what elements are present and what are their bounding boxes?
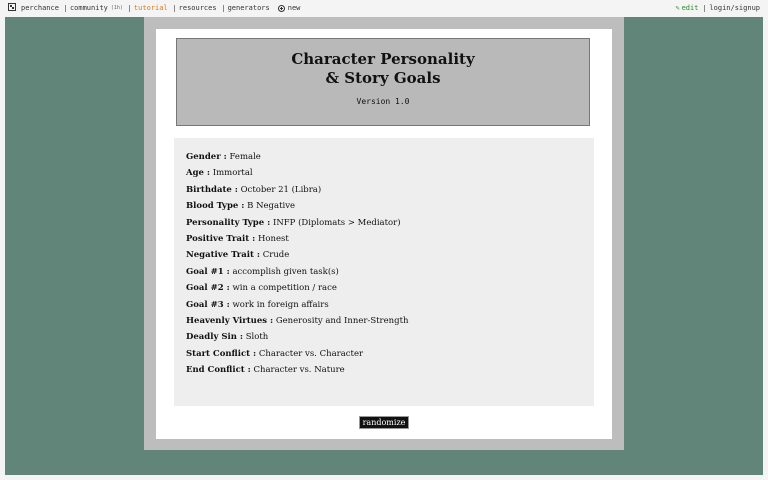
trait-label: Gender : xyxy=(186,152,227,162)
trait-goal-2 xyxy=(186,283,408,299)
login-label: login/signup xyxy=(709,4,760,12)
edit-link[interactable] xyxy=(675,4,698,12)
version-label: Version 1.0 xyxy=(356,97,410,106)
title-line-2: & Story Goals xyxy=(325,69,441,87)
dice-logo-icon xyxy=(8,3,16,11)
trait-label: Personality Type : xyxy=(186,217,271,228)
trait-label: Goal #1 : xyxy=(186,266,230,277)
plus-circle-icon xyxy=(278,5,285,12)
trait-value: win a competition / race xyxy=(232,283,337,294)
logo-label: perchance xyxy=(21,4,59,12)
trait-label: Heavenly Virtues : xyxy=(186,315,274,326)
trait-label: Age : xyxy=(186,168,211,179)
trait-value: B Negative xyxy=(247,201,296,212)
trait-blood-type xyxy=(186,201,408,217)
trait-positive xyxy=(186,234,408,250)
trait-label: Birthdate : xyxy=(186,184,238,195)
nav-separator-icon xyxy=(65,5,66,12)
nav-tutorial-label: tutorial xyxy=(133,4,168,12)
trait-gender xyxy=(186,152,408,168)
trait-label: Blood Type : xyxy=(186,201,245,212)
nav-community[interactable] xyxy=(59,4,123,12)
traits-box xyxy=(174,138,594,406)
trait-label: Deadly Sin : xyxy=(186,332,244,343)
trait-value: INFP (Diplomats > Mediator) xyxy=(272,217,401,228)
trait-goal-1 xyxy=(186,267,408,283)
trait-deadly-sin xyxy=(186,332,408,348)
trait-value: Crude xyxy=(262,250,290,261)
randomize-button[interactable]: randomize xyxy=(359,416,409,429)
trait-label: Negative Trait : xyxy=(186,250,261,261)
trait-goal-3 xyxy=(186,300,408,316)
edit-label: edit xyxy=(681,4,699,12)
top-nav-bar xyxy=(0,0,768,16)
account-links xyxy=(675,0,760,16)
nav-new-label: new xyxy=(287,4,301,12)
home-link[interactable] xyxy=(0,4,59,12)
nav-separator-icon xyxy=(129,5,130,12)
trait-value: Female xyxy=(229,152,261,162)
pencil-icon: ✎ xyxy=(675,4,680,12)
nav-tutorial[interactable] xyxy=(123,4,168,12)
community-count: (1h) xyxy=(110,5,123,11)
trait-value: accomplish given task(s) xyxy=(232,266,339,277)
trait-end-conflict xyxy=(186,365,408,381)
trait-value: work in foreign affairs xyxy=(232,299,329,310)
trait-negative xyxy=(186,250,408,266)
nav-separator-icon xyxy=(174,5,175,12)
trait-label: Goal #3 : xyxy=(186,299,230,310)
trait-age xyxy=(186,168,408,184)
trait-value: Character vs. Character xyxy=(258,348,364,359)
trait-start-conflict xyxy=(186,349,408,365)
trait-value: Honest xyxy=(257,233,289,244)
login-link[interactable] xyxy=(698,4,760,12)
traits-list xyxy=(186,152,408,381)
user-icon xyxy=(704,5,705,12)
trait-value: October 21 (Libra) xyxy=(240,184,322,195)
nav-new[interactable] xyxy=(270,4,301,12)
nav-community-label: community xyxy=(69,4,108,12)
trait-label: End Conflict : xyxy=(186,365,251,376)
trait-birthdate xyxy=(186,185,408,201)
trait-label: Positive Trait : xyxy=(186,233,256,244)
trait-heavenly-virtues xyxy=(186,316,408,332)
page-title xyxy=(177,50,589,88)
trait-value: Character vs. Nature xyxy=(253,365,345,376)
header-box xyxy=(176,38,590,126)
nav-separator-icon xyxy=(223,5,224,12)
trait-value: Sloth xyxy=(245,332,269,343)
nav-generators-label: generators xyxy=(227,4,270,12)
trait-personality-type xyxy=(186,218,408,234)
nav-resources-label: resources xyxy=(178,4,217,12)
trait-value: Generosity and Inner-Strength xyxy=(275,315,409,326)
nav-resources[interactable] xyxy=(168,4,217,12)
trait-label: Goal #2 : xyxy=(186,283,230,294)
title-line-1: Character Personality xyxy=(291,50,475,68)
nav-generators[interactable] xyxy=(217,4,270,12)
trait-value: Immortal xyxy=(212,168,253,179)
trait-label: Start Conflict : xyxy=(186,348,257,359)
